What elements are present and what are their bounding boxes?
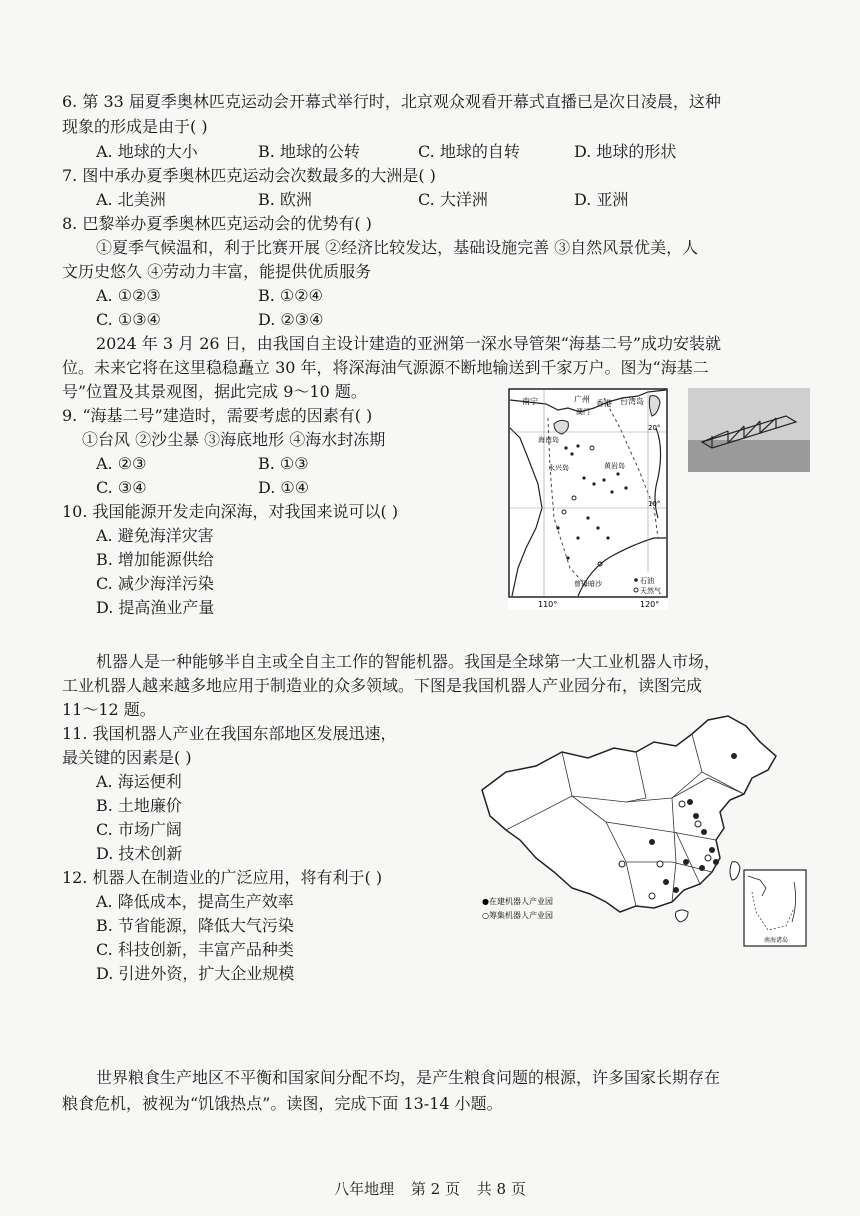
passage2-line2: 工业机器人越来越多地应用于制造业的众多领域。下图是我国机器人产业园分布，读图完成 xyxy=(62,676,703,695)
label-xisha: 永兴岛 xyxy=(548,464,569,472)
label-lon120: 120° xyxy=(640,600,660,609)
passage3-line1: 世界粮食生产地区不平衡和国家间分配不均，是产生粮食问题的根源，许多国家长期存在 xyxy=(96,1068,721,1087)
q7-stem: 7. 图中承办夏季奥林匹克运动会次数最多的大洲是( ) xyxy=(62,166,436,185)
q11-stem-line2: 最关键的因素是( ) xyxy=(62,748,192,767)
passage3-line2: 粮食危机，被视为“饥饿热点”。读图，完成下面 13-14 小题。 xyxy=(62,1094,503,1113)
passage1-line1: 2024 年 3 月 26 日，由我国自主设计建造的亚洲第一深水导管架“海基二号”成功安装就 xyxy=(96,334,722,353)
passage2-line3: 11～12 题。 xyxy=(62,700,156,719)
label-hongkong: 香港 xyxy=(596,399,612,408)
footer-subject: 八年地理 xyxy=(334,1180,395,1198)
q8-option-a: A. ①②③ xyxy=(96,286,161,305)
q12-option-a: A. 降低成本，提高生产效率 xyxy=(96,892,294,911)
q6-option-d: D. 地球的形状 xyxy=(574,142,677,161)
q10-option-a: A. 避免海洋灾害 xyxy=(96,526,214,545)
passage1-line3: 号”位置及其景观图，据此完成 9～10 题。 xyxy=(62,382,367,401)
q12-option-c: C. 科技创新，丰富产品种类 xyxy=(96,940,294,959)
footer-total-pages: 共 8 页 xyxy=(476,1180,526,1198)
q9-option-d: D. ①④ xyxy=(258,478,310,497)
q6-stem-line1: 6. 第 33 届夏季奥林匹克运动会开幕式举行时，北京观众观看开幕式直播已是次日凌晨，这种 xyxy=(62,92,721,111)
q7-option-c: C. 大洋洲 xyxy=(418,190,488,209)
label-lat20: 20° xyxy=(648,424,661,432)
q12-stem: 12. 机器人在制造业的广泛应用，将有利于( ) xyxy=(62,868,383,887)
q9-option-c: C. ③④ xyxy=(96,478,147,497)
q11-option-d: D. 技术创新 xyxy=(96,844,183,863)
label-hainan: 海南岛 xyxy=(538,436,559,444)
q10-stem: 10. 我国能源开发走向深海，对我国来说可以( ) xyxy=(62,502,399,521)
q10-option-c: C. 减少海洋污染 xyxy=(96,574,214,593)
passage2-line1: 机器人是一种能够半自主或全自主工作的智能机器。我国是全球第一大工业机器人市场， xyxy=(96,652,721,671)
q6-stem-line2: 现象的形成是由于( ) xyxy=(62,117,208,136)
label-macau: 澳门 xyxy=(576,408,590,416)
label-nansha: 曾母暗沙 xyxy=(574,580,602,588)
q12-option-d: D. 引进外资，扩大企业规模 xyxy=(96,964,295,983)
legend-planned: ○筹集机器人产业园 xyxy=(482,911,553,920)
q8-option-c: C. ①③④ xyxy=(96,310,161,329)
label-lon110: 110° xyxy=(538,600,558,609)
q12-option-b: B. 节省能源，降低大气污染 xyxy=(96,916,294,935)
q9-stem: 9. “海基二号”建造时，需要考虑的因素有( ) xyxy=(62,406,373,425)
q11-option-a: A. 海运便利 xyxy=(96,772,182,791)
q9-option-b: B. ①③ xyxy=(258,454,309,473)
q7-option-d: D. 亚洲 xyxy=(574,190,629,209)
label-lat10: 10° xyxy=(648,500,661,508)
label-guangzhou: 广州 xyxy=(574,395,590,404)
q6-option-b: B. 地球的公转 xyxy=(258,142,360,161)
footer-page-number: 第 2 页 xyxy=(410,1180,460,1198)
q6-option-c: C. 地球的自转 xyxy=(418,142,520,161)
q10-option-b: B. 增加能源供给 xyxy=(96,550,214,569)
label-nanning: 南宁 xyxy=(522,397,538,406)
q6-option-a: A. 地球的大小 xyxy=(96,142,198,161)
q10-option-d: D. 提高渔业产量 xyxy=(96,598,215,617)
legend-oil: 石油 xyxy=(640,577,654,585)
q8-stem: 8. 巴黎举办夏季奥林匹克运动会的优势有( ) xyxy=(62,214,372,233)
q7-option-b: B. 欧洲 xyxy=(258,190,312,209)
passage1-line2: 位。未来它将在这里稳稳矗立 30 年，将深海油气源源不断地输送到千家万户。图为“海基二 xyxy=(62,358,709,377)
inset-label: 南海诸岛 xyxy=(764,937,789,944)
china-robot-park-map xyxy=(476,712,810,954)
haiji-2-photo xyxy=(688,388,810,472)
q8-option-b: B. ①②④ xyxy=(258,286,323,305)
q8-statements-line2: 文历史悠久 ④劳动力丰富，能提供优质服务 xyxy=(62,262,372,281)
label-huangyan: 黄岩岛 xyxy=(604,462,625,470)
q11-stem-line1: 11. 我国机器人产业在我国东部地区发展迅速， xyxy=(62,724,397,743)
q9-factors: ①台风 ②沙尘暴 ③海底地形 ④海水封冻期 xyxy=(82,430,386,449)
q7-option-a: A. 北美洲 xyxy=(96,190,166,209)
legend-under-construction: ●在建机器人产业园 xyxy=(482,897,553,906)
q9-option-a: A. ②③ xyxy=(96,454,147,473)
q11-option-c: C. 市场广阔 xyxy=(96,820,182,839)
q8-statements-line1: ①夏季气候温和，利于比赛开展 ②经济比较发达，基础设施完善 ③自然风景优美，人 xyxy=(96,238,699,257)
south-china-sea-map xyxy=(508,388,668,610)
q11-option-b: B. 土地廉价 xyxy=(96,796,182,815)
page-footer xyxy=(0,1178,860,1199)
label-taiwan: 台湾岛 xyxy=(620,397,644,406)
legend-gas: 天然气 xyxy=(640,587,661,595)
q8-option-d: D. ②③④ xyxy=(258,310,324,329)
